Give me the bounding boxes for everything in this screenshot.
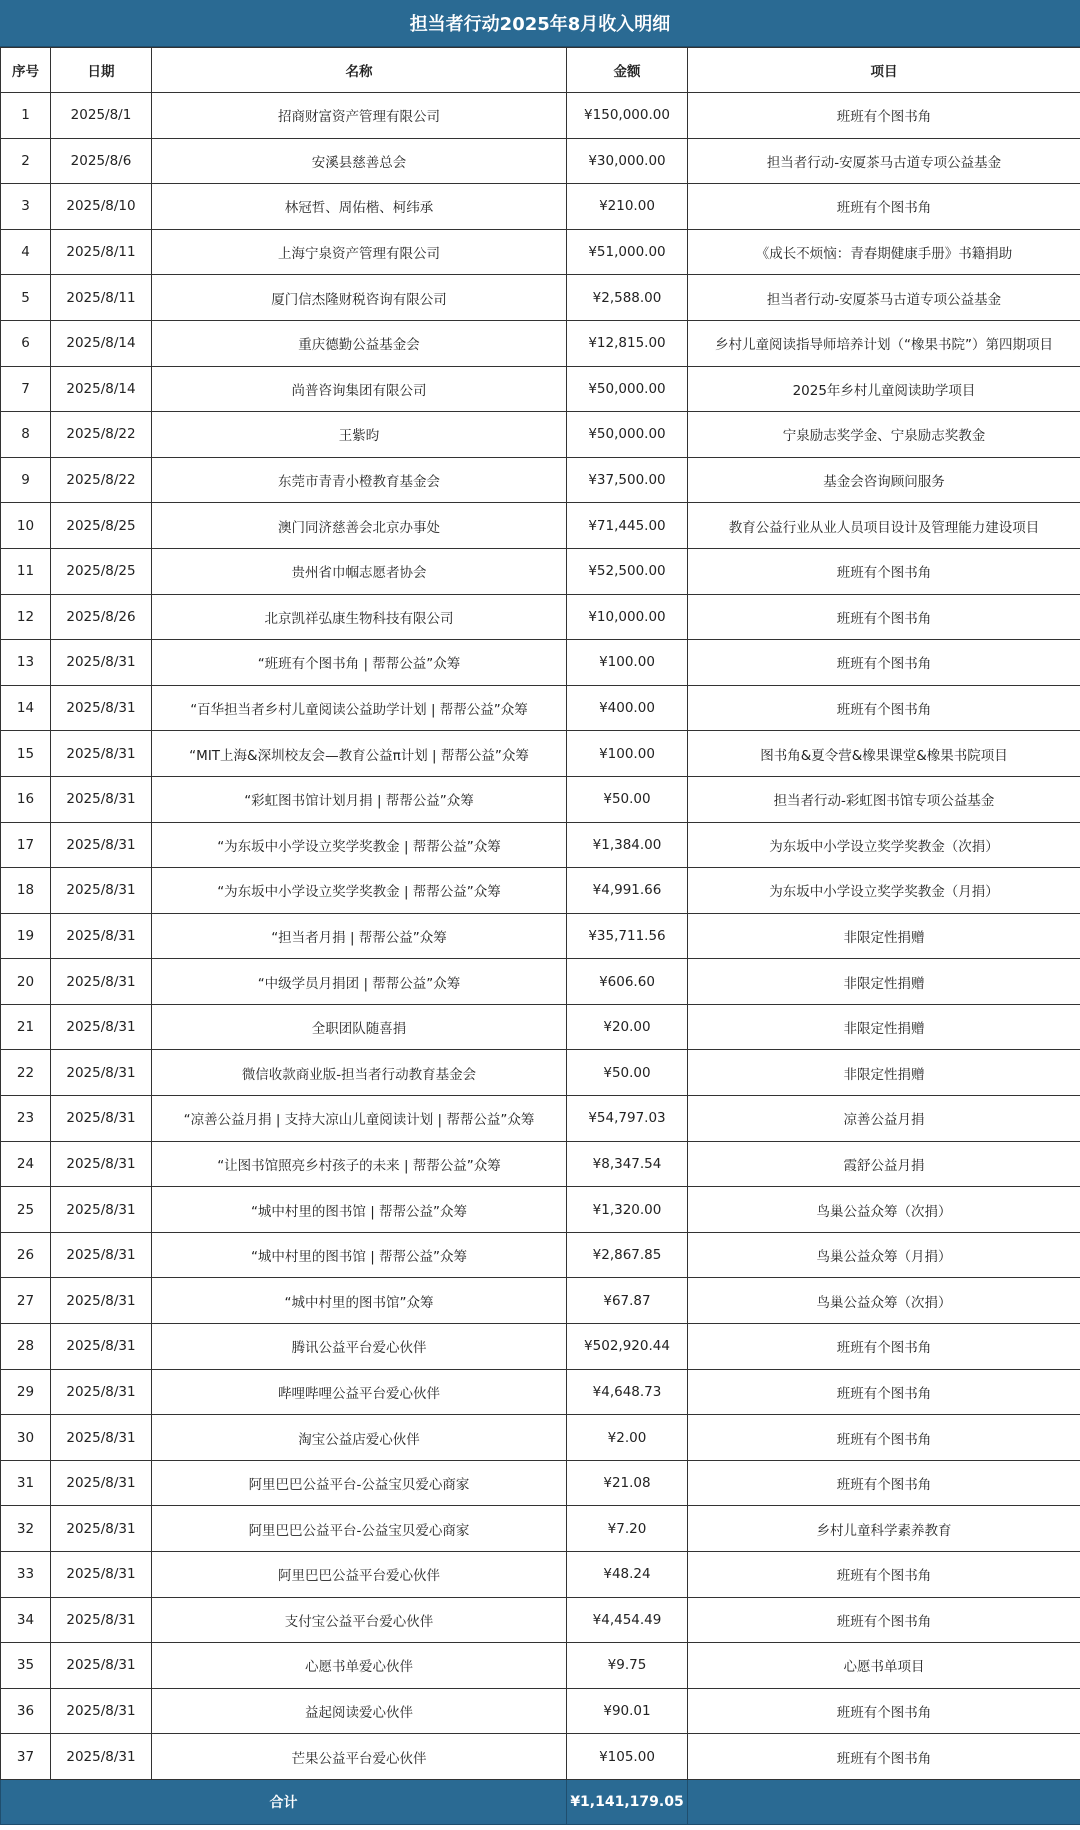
cell-project: 为东坂中小学设立奖学奖教金（月捐） xyxy=(688,868,1080,914)
cell-no: 1 xyxy=(1,93,51,139)
cell-date: 2025/8/14 xyxy=(51,366,152,412)
cell-date: 2025/8/22 xyxy=(51,412,152,458)
table-row xyxy=(1,229,1080,275)
cell-date: 2025/8/25 xyxy=(51,503,152,549)
table-row xyxy=(1,1460,1080,1506)
cell-amount: ¥105.00 xyxy=(567,1734,688,1780)
cell-no: 8 xyxy=(1,412,51,458)
cell-no: 15 xyxy=(1,731,51,777)
cell-name: “彩虹图书馆计划月捐 | 帮帮公益”众筹 xyxy=(152,776,567,822)
cell-no: 18 xyxy=(1,868,51,914)
cell-name: “凉善公益月捐 | 支持大凉山儿童阅读计划 | 帮帮公益”众筹 xyxy=(152,1096,567,1142)
cell-date: 2025/8/31 xyxy=(51,1004,152,1050)
table-row xyxy=(1,776,1080,822)
cell-project: 鸟巢公益众筹（次捐） xyxy=(688,1187,1080,1233)
cell-name: 林冠哲、周佑楷、柯纬承 xyxy=(152,184,567,230)
table-row xyxy=(1,1506,1080,1552)
cell-project: 凉善公益月捐 xyxy=(688,1096,1080,1142)
cell-date: 2025/8/31 xyxy=(51,1688,152,1734)
cell-date: 2025/8/26 xyxy=(51,594,152,640)
cell-project: 担当者行动-彩虹图书馆专项公益基金 xyxy=(688,776,1080,822)
cell-amount: ¥52,500.00 xyxy=(567,548,688,594)
cell-date: 2025/8/31 xyxy=(51,822,152,868)
cell-no: 35 xyxy=(1,1643,51,1689)
cell-date: 2025/8/31 xyxy=(51,1187,152,1233)
cell-name: 心愿书单爱心伙伴 xyxy=(152,1643,567,1689)
cell-no: 5 xyxy=(1,275,51,321)
table-row xyxy=(1,1278,1080,1324)
cell-amount: ¥54,797.03 xyxy=(567,1096,688,1142)
cell-project: 非限定性捐赠 xyxy=(688,1004,1080,1050)
table-row xyxy=(1,913,1080,959)
cell-name: 益起阅读爱心伙伴 xyxy=(152,1688,567,1734)
cell-date: 2025/8/31 xyxy=(51,1597,152,1643)
header-date: 日期 xyxy=(51,48,152,93)
cell-no: 13 xyxy=(1,640,51,686)
cell-project: 非限定性捐赠 xyxy=(688,1050,1080,1096)
table-row xyxy=(1,594,1080,640)
cell-project: 乡村儿童科学素养教育 xyxy=(688,1506,1080,1552)
cell-no: 32 xyxy=(1,1506,51,1552)
cell-name: “城中村里的图书馆”众筹 xyxy=(152,1278,567,1324)
cell-date: 2025/8/31 xyxy=(51,1415,152,1461)
cell-name: “担当者月捐 | 帮帮公益”众筹 xyxy=(152,913,567,959)
cell-name: 尚普咨询集团有限公司 xyxy=(152,366,567,412)
cell-date: 2025/8/31 xyxy=(51,685,152,731)
cell-no: 2 xyxy=(1,138,51,184)
cell-date: 2025/8/31 xyxy=(51,1232,152,1278)
total-empty xyxy=(688,1779,1080,1824)
cell-no: 6 xyxy=(1,320,51,366)
cell-date: 2025/8/31 xyxy=(51,1552,152,1598)
cell-no: 19 xyxy=(1,913,51,959)
cell-project: 班班有个图书角 xyxy=(688,1734,1080,1780)
cell-name: 厦门信杰隆财税咨询有限公司 xyxy=(152,275,567,321)
cell-name: “百华担当者乡村儿童阅读公益助学计划 | 帮帮公益”众筹 xyxy=(152,685,567,731)
cell-project: 班班有个图书角 xyxy=(688,1552,1080,1598)
cell-amount: ¥1,384.00 xyxy=(567,822,688,868)
cell-date: 2025/8/31 xyxy=(51,913,152,959)
cell-amount: ¥2,867.85 xyxy=(567,1232,688,1278)
table-row xyxy=(1,1096,1080,1142)
cell-no: 37 xyxy=(1,1734,51,1780)
cell-no: 29 xyxy=(1,1369,51,1415)
cell-date: 2025/8/31 xyxy=(51,1643,152,1689)
cell-date: 2025/8/31 xyxy=(51,868,152,914)
cell-project: 2025年乡村儿童阅读助学项目 xyxy=(688,366,1080,412)
cell-project: 担当者行动-安厦茶马古道专项公益基金 xyxy=(688,138,1080,184)
cell-date: 2025/8/11 xyxy=(51,275,152,321)
cell-no: 31 xyxy=(1,1460,51,1506)
cell-name: 微信收款商业版-担当者行动教育基金会 xyxy=(152,1050,567,1096)
table-footer xyxy=(1,1779,1080,1824)
cell-amount: ¥2.00 xyxy=(567,1415,688,1461)
cell-date: 2025/8/31 xyxy=(51,1369,152,1415)
cell-project: 班班有个图书角 xyxy=(688,548,1080,594)
cell-project: 班班有个图书角 xyxy=(688,1460,1080,1506)
cell-no: 20 xyxy=(1,959,51,1005)
cell-name: 贵州省巾帼志愿者协会 xyxy=(152,548,567,594)
header-no: 序号 xyxy=(1,48,51,93)
cell-name: 招商财富资产管理有限公司 xyxy=(152,93,567,139)
cell-no: 23 xyxy=(1,1096,51,1142)
cell-date: 2025/8/31 xyxy=(51,640,152,686)
table-row xyxy=(1,1141,1080,1187)
table-row xyxy=(1,138,1080,184)
table-row xyxy=(1,275,1080,321)
table-row xyxy=(1,959,1080,1005)
cell-date: 2025/8/31 xyxy=(51,1141,152,1187)
cell-amount: ¥4,648.73 xyxy=(567,1369,688,1415)
cell-no: 3 xyxy=(1,184,51,230)
cell-name: 阿里巴巴公益平台-公益宝贝爱心商家 xyxy=(152,1460,567,1506)
table-row xyxy=(1,1187,1080,1233)
cell-amount: ¥48.24 xyxy=(567,1552,688,1598)
page-title: 担当者行动2025年8月收入明细 xyxy=(0,0,1080,47)
cell-no: 24 xyxy=(1,1141,51,1187)
cell-project: 鸟巢公益众筹（次捐） xyxy=(688,1278,1080,1324)
cell-project: 班班有个图书角 xyxy=(688,184,1080,230)
cell-project: 班班有个图书角 xyxy=(688,1415,1080,1461)
cell-amount: ¥606.60 xyxy=(567,959,688,1005)
cell-no: 7 xyxy=(1,366,51,412)
cell-amount: ¥400.00 xyxy=(567,685,688,731)
cell-project: 班班有个图书角 xyxy=(688,1688,1080,1734)
cell-name: 重庆德勤公益基金会 xyxy=(152,320,567,366)
cell-date: 2025/8/31 xyxy=(51,1734,152,1780)
cell-name: 淘宝公益店爱心伙伴 xyxy=(152,1415,567,1461)
cell-name: “城中村里的图书馆 | 帮帮公益”众筹 xyxy=(152,1232,567,1278)
cell-name: 东莞市青青小橙教育基金会 xyxy=(152,457,567,503)
cell-project: 非限定性捐赠 xyxy=(688,959,1080,1005)
cell-date: 2025/8/11 xyxy=(51,229,152,275)
cell-project: 班班有个图书角 xyxy=(688,1597,1080,1643)
cell-date: 2025/8/31 xyxy=(51,959,152,1005)
cell-amount: ¥100.00 xyxy=(567,731,688,777)
cell-name: “MIT上海&深圳校友会—教育公益π计划 | 帮帮公益”众筹 xyxy=(152,731,567,777)
table-row xyxy=(1,685,1080,731)
cell-amount: ¥50,000.00 xyxy=(567,366,688,412)
cell-no: 21 xyxy=(1,1004,51,1050)
table-row xyxy=(1,457,1080,503)
table-row xyxy=(1,1232,1080,1278)
cell-date: 2025/8/14 xyxy=(51,320,152,366)
cell-project: 班班有个图书角 xyxy=(688,1324,1080,1370)
cell-name: “让图书馆照亮乡村孩子的未来 | 帮帮公益”众筹 xyxy=(152,1141,567,1187)
cell-name: “中级学员月捐团 | 帮帮公益”众筹 xyxy=(152,959,567,1005)
cell-name: 全职团队随喜捐 xyxy=(152,1004,567,1050)
table-row xyxy=(1,1688,1080,1734)
cell-amount: ¥35,711.56 xyxy=(567,913,688,959)
cell-amount: ¥100.00 xyxy=(567,640,688,686)
cell-date: 2025/8/10 xyxy=(51,184,152,230)
cell-amount: ¥8,347.54 xyxy=(567,1141,688,1187)
cell-no: 10 xyxy=(1,503,51,549)
table-row xyxy=(1,503,1080,549)
table-body xyxy=(1,93,1080,1780)
header-name: 名称 xyxy=(152,48,567,93)
cell-amount: ¥2,588.00 xyxy=(567,275,688,321)
cell-date: 2025/8/31 xyxy=(51,1278,152,1324)
cell-amount: ¥50,000.00 xyxy=(567,412,688,458)
cell-amount: ¥30,000.00 xyxy=(567,138,688,184)
cell-name: “为东坂中小学设立奖学奖教金 | 帮帮公益”众筹 xyxy=(152,868,567,914)
cell-amount: ¥10,000.00 xyxy=(567,594,688,640)
table-row xyxy=(1,1734,1080,1780)
cell-date: 2025/8/31 xyxy=(51,1324,152,1370)
cell-amount: ¥90.01 xyxy=(567,1688,688,1734)
table-row xyxy=(1,184,1080,230)
total-label: 合计 xyxy=(1,1779,567,1824)
cell-date: 2025/8/31 xyxy=(51,1460,152,1506)
cell-project: 担当者行动-安厦茶马古道专项公益基金 xyxy=(688,275,1080,321)
table-row xyxy=(1,1369,1080,1415)
cell-name: 澳门同济慈善会北京办事处 xyxy=(152,503,567,549)
cell-amount: ¥12,815.00 xyxy=(567,320,688,366)
cell-amount: ¥4,991.66 xyxy=(567,868,688,914)
cell-no: 34 xyxy=(1,1597,51,1643)
cell-name: 阿里巴巴公益平台-公益宝贝爱心商家 xyxy=(152,1506,567,1552)
cell-no: 4 xyxy=(1,229,51,275)
cell-date: 2025/8/6 xyxy=(51,138,152,184)
cell-date: 2025/8/31 xyxy=(51,731,152,777)
table-row xyxy=(1,1004,1080,1050)
cell-date: 2025/8/31 xyxy=(51,1096,152,1142)
table-row xyxy=(1,1324,1080,1370)
cell-amount: ¥150,000.00 xyxy=(567,93,688,139)
cell-no: 11 xyxy=(1,548,51,594)
header-row xyxy=(1,48,1080,93)
table-header xyxy=(1,48,1080,93)
cell-no: 14 xyxy=(1,685,51,731)
cell-amount: ¥37,500.00 xyxy=(567,457,688,503)
cell-name: 北京凯祥弘康生物科技有限公司 xyxy=(152,594,567,640)
cell-amount: ¥7.20 xyxy=(567,1506,688,1552)
cell-date: 2025/8/31 xyxy=(51,1506,152,1552)
cell-amount: ¥9.75 xyxy=(567,1643,688,1689)
table-row xyxy=(1,731,1080,777)
cell-project: 宁泉励志奖学金、宁泉励志奖教金 xyxy=(688,412,1080,458)
header-amount: 金额 xyxy=(567,48,688,93)
cell-date: 2025/8/22 xyxy=(51,457,152,503)
cell-project: 《成长不烦恼：青春期健康手册》书籍捐助 xyxy=(688,229,1080,275)
cell-name: 上海宁泉资产管理有限公司 xyxy=(152,229,567,275)
cell-date: 2025/8/25 xyxy=(51,548,152,594)
table-row xyxy=(1,1643,1080,1689)
table-row xyxy=(1,93,1080,139)
cell-amount: ¥50.00 xyxy=(567,1050,688,1096)
cell-project: 班班有个图书角 xyxy=(688,640,1080,686)
cell-name: 哔哩哔哩公益平台爱心伙伴 xyxy=(152,1369,567,1415)
cell-date: 2025/8/31 xyxy=(51,776,152,822)
cell-no: 36 xyxy=(1,1688,51,1734)
table-row xyxy=(1,1597,1080,1643)
cell-project: 心愿书单项目 xyxy=(688,1643,1080,1689)
cell-no: 9 xyxy=(1,457,51,503)
cell-amount: ¥4,454.49 xyxy=(567,1597,688,1643)
cell-project: 班班有个图书角 xyxy=(688,594,1080,640)
header-project: 项目 xyxy=(688,48,1080,93)
cell-date: 2025/8/1 xyxy=(51,93,152,139)
cell-no: 33 xyxy=(1,1552,51,1598)
cell-amount: ¥51,000.00 xyxy=(567,229,688,275)
table-row xyxy=(1,822,1080,868)
cell-name: “班班有个图书角 | 帮帮公益”众筹 xyxy=(152,640,567,686)
table-row xyxy=(1,548,1080,594)
cell-project: 乡村儿童阅读指导师培养计划（“橡果书院”）第四期项目 xyxy=(688,320,1080,366)
total-row xyxy=(1,1779,1080,1824)
cell-project: 班班有个图书角 xyxy=(688,685,1080,731)
cell-name: 安溪县慈善总会 xyxy=(152,138,567,184)
cell-amount: ¥67.87 xyxy=(567,1278,688,1324)
cell-name: “城中村里的图书馆 | 帮帮公益”众筹 xyxy=(152,1187,567,1233)
cell-project: 班班有个图书角 xyxy=(688,1369,1080,1415)
cell-name: 支付宝公益平台爱心伙伴 xyxy=(152,1597,567,1643)
table-row xyxy=(1,868,1080,914)
table-row xyxy=(1,412,1080,458)
cell-project: 教育公益行业从业人员项目设计及管理能力建设项目 xyxy=(688,503,1080,549)
cell-name: 腾讯公益平台爱心伙伴 xyxy=(152,1324,567,1370)
cell-no: 12 xyxy=(1,594,51,640)
cell-amount: ¥71,445.00 xyxy=(567,503,688,549)
cell-no: 27 xyxy=(1,1278,51,1324)
table-row xyxy=(1,1552,1080,1598)
cell-amount: ¥502,920.44 xyxy=(567,1324,688,1370)
cell-project: 鸟巢公益众筹（月捐） xyxy=(688,1232,1080,1278)
cell-no: 17 xyxy=(1,822,51,868)
cell-amount: ¥1,320.00 xyxy=(567,1187,688,1233)
cell-name: “为东坂中小学设立奖学奖教金 | 帮帮公益”众筹 xyxy=(152,822,567,868)
cell-amount: ¥50.00 xyxy=(567,776,688,822)
table-row xyxy=(1,366,1080,412)
table-row xyxy=(1,640,1080,686)
cell-no: 26 xyxy=(1,1232,51,1278)
cell-name: 阿里巴巴公益平台爱心伙伴 xyxy=(152,1552,567,1598)
table-row xyxy=(1,1050,1080,1096)
cell-project: 班班有个图书角 xyxy=(688,93,1080,139)
cell-project: 霞舒公益月捐 xyxy=(688,1141,1080,1187)
cell-project: 图书角&夏令营&橡果课堂&橡果书院项目 xyxy=(688,731,1080,777)
cell-no: 22 xyxy=(1,1050,51,1096)
total-amount: ¥1,141,179.05 xyxy=(567,1779,688,1824)
cell-no: 25 xyxy=(1,1187,51,1233)
cell-date: 2025/8/31 xyxy=(51,1050,152,1096)
cell-name: 芒果公益平台爱心伙伴 xyxy=(152,1734,567,1780)
cell-amount: ¥20.00 xyxy=(567,1004,688,1050)
cell-project: 基金会咨询顾问服务 xyxy=(688,457,1080,503)
cell-project: 非限定性捐赠 xyxy=(688,913,1080,959)
table-row xyxy=(1,1415,1080,1461)
income-table xyxy=(0,47,1080,1825)
cell-amount: ¥210.00 xyxy=(567,184,688,230)
table-row xyxy=(1,320,1080,366)
cell-no: 16 xyxy=(1,776,51,822)
cell-no: 30 xyxy=(1,1415,51,1461)
cell-project: 为东坂中小学设立奖学奖教金（次捐） xyxy=(688,822,1080,868)
cell-no: 28 xyxy=(1,1324,51,1370)
cell-name: 王紫昀 xyxy=(152,412,567,458)
cell-amount: ¥21.08 xyxy=(567,1460,688,1506)
